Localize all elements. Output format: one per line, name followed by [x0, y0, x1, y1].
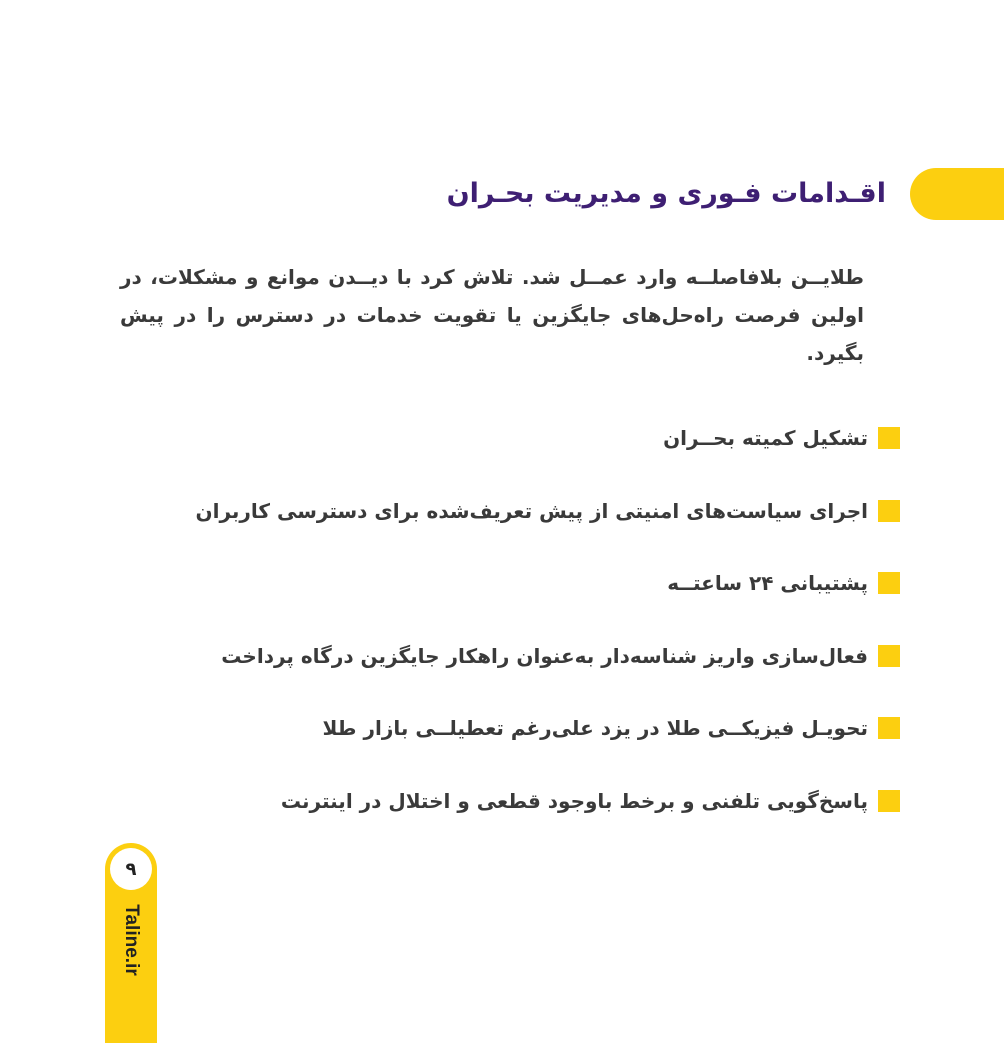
- bullet-text: اجرای سیاست‌های امنیتی از پیش تعریف‌شده برای دسترسی کاربران: [195, 498, 868, 523]
- list-item: [140, 620, 900, 693]
- section-heading: اقـدامات فـوری و مدیریت بحـران: [446, 178, 886, 209]
- bullet-text: فعال‌سازی واریز شناسه‌دار به‌عنوان راهکار جایگزین درگاه پرداخت: [221, 643, 868, 668]
- bullet-text: پاسخ‌گویی تلفنی و برخط باوجود قطعی و اختلال در اینترنت: [280, 788, 868, 813]
- square-bullet-icon: [878, 790, 900, 812]
- bullet-text: پشتیبانی ۲۴ ساعتــه: [667, 571, 868, 596]
- bullet-text: تحویـل فیزیکــی طلا در یزد علی‌رغم تعطیلــی بازار طلا: [322, 716, 868, 741]
- bullet-text: تشکیل کمیته بحــران: [663, 426, 868, 451]
- square-bullet-icon: [878, 500, 900, 522]
- list-item: [140, 402, 900, 475]
- list-item: [140, 547, 900, 620]
- site-label: Taline.ir: [121, 904, 142, 976]
- list-item: [140, 765, 900, 838]
- list-item: [140, 475, 900, 548]
- heading-accent-tab: [910, 168, 1004, 220]
- square-bullet-icon: [878, 427, 900, 449]
- square-bullet-icon: [878, 572, 900, 594]
- page-number: ۹: [110, 848, 152, 890]
- square-bullet-icon: [878, 717, 900, 739]
- square-bullet-icon: [878, 645, 900, 667]
- intro-paragraph: طلایــن بلافاصلــه وارد عمــل شد. تلاش کرد با دیــدن موانع و مشکلات، در اولین فرصت راه‌حل‌های جایگزین یا تقویت خدمات در دسترس را در پیش بگیرد.: [120, 265, 864, 365]
- bullet-list: [140, 402, 900, 837]
- list-item: [140, 692, 900, 765]
